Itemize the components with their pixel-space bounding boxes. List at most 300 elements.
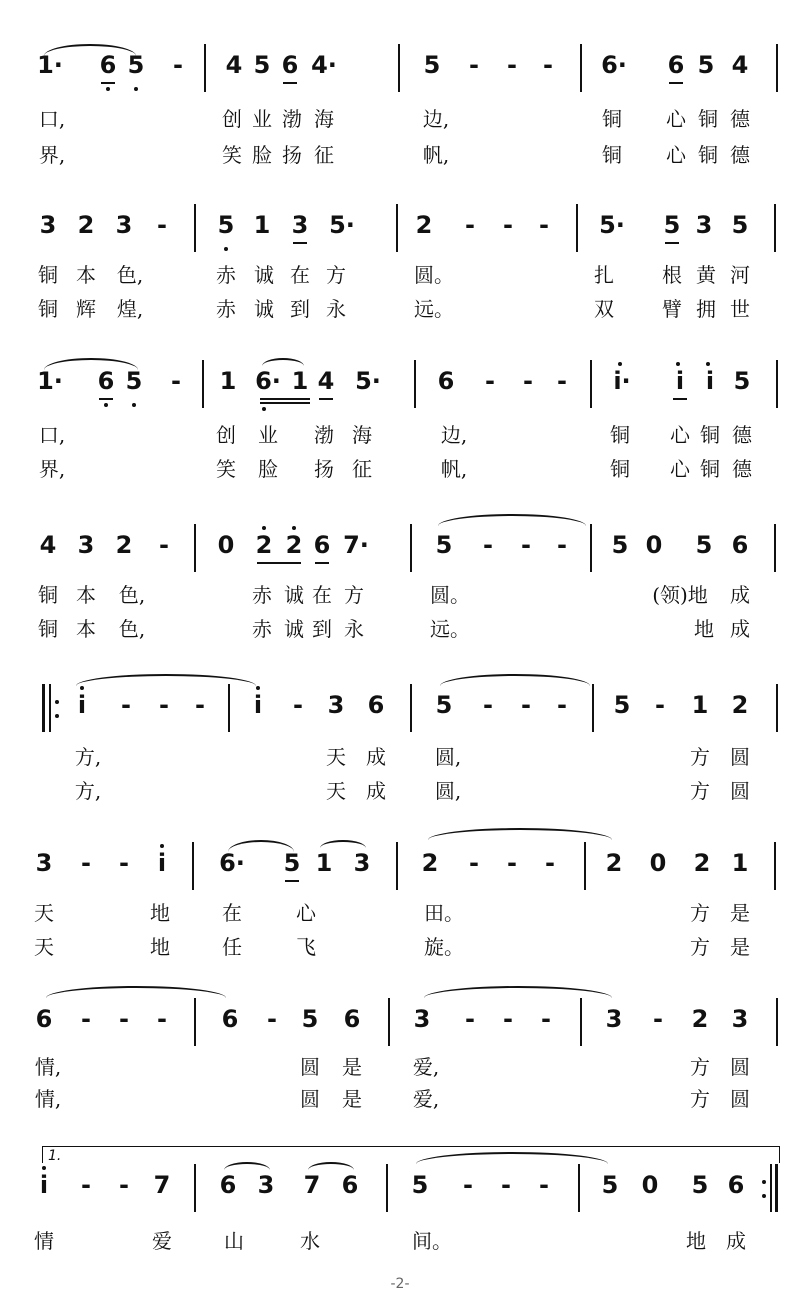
lyrics-verse-1 — [0, 582, 800, 612]
lyric: 方 — [690, 1087, 710, 1111]
note: - — [521, 531, 531, 559]
lyric: 圆 — [730, 1055, 750, 1079]
lyric: 远。 — [414, 297, 454, 321]
underline — [257, 562, 301, 564]
lyric: 圆。 — [430, 583, 470, 607]
notes-row — [0, 200, 800, 260]
slur — [76, 674, 256, 686]
lyric: 是 — [730, 901, 750, 925]
lyric: 情, — [34, 1087, 62, 1111]
lyric: 方 — [690, 1055, 710, 1079]
note: 6 — [281, 51, 299, 79]
note: - — [119, 849, 129, 877]
repeat-dot — [55, 714, 59, 718]
lyric: 成 — [366, 745, 386, 769]
underline — [669, 82, 683, 84]
lyrics-verse-1 — [0, 262, 800, 292]
note: 6 — [727, 1171, 745, 1199]
barline — [396, 204, 398, 252]
barline — [578, 1164, 580, 1212]
note: 5 — [253, 51, 271, 79]
lyric: 心 — [670, 423, 690, 447]
slur — [438, 514, 586, 526]
note: 5 — [411, 1171, 429, 1199]
lyric: 地 — [150, 901, 170, 925]
note: 7· — [343, 531, 369, 559]
note: - — [119, 1005, 129, 1033]
barline — [592, 684, 594, 732]
note: 6· — [255, 367, 281, 395]
lyrics-verse-2 — [0, 778, 800, 808]
notes-row — [0, 838, 800, 898]
note: i — [705, 367, 715, 395]
notes-row — [0, 40, 800, 100]
lyrics-verse-1 — [0, 1228, 800, 1258]
lyrics-verse-2 — [0, 142, 800, 172]
note: 3 — [695, 211, 713, 239]
note: - — [523, 367, 533, 395]
note: 2 — [255, 531, 273, 559]
lyric: 征 — [314, 143, 334, 167]
lyric: 帆, — [440, 457, 468, 481]
lyric: 煌, — [116, 297, 144, 321]
lyric: 方 — [326, 263, 346, 287]
lyric: 是 — [342, 1055, 362, 1079]
lyric: 铜 — [700, 457, 720, 481]
lyrics-verse-1 — [0, 744, 800, 774]
dot-above — [292, 526, 296, 530]
lyric: 扎 — [594, 263, 614, 287]
barline — [590, 360, 592, 408]
lyric: 圆, — [434, 779, 462, 803]
lyric: 海 — [314, 107, 334, 131]
lyric: 本 — [76, 263, 96, 287]
dot-below — [134, 87, 138, 91]
notes-row — [0, 680, 800, 740]
note: - — [503, 1005, 513, 1033]
note: 1 — [219, 367, 237, 395]
note: 2 — [285, 531, 303, 559]
lyrics-verse-2 — [0, 456, 800, 486]
lyric: 本 — [76, 617, 96, 641]
note: 5· — [355, 367, 381, 395]
note: 6 — [97, 367, 115, 395]
notes-row — [0, 994, 800, 1054]
lyric: 赤 — [252, 617, 272, 641]
repeat-start-barline — [42, 684, 45, 732]
dot-below — [262, 407, 266, 411]
slur — [44, 358, 138, 370]
note: - — [469, 849, 479, 877]
lyric: 心 — [296, 901, 316, 925]
note: 4 — [317, 367, 335, 395]
note: - — [557, 691, 567, 719]
note: 5· — [329, 211, 355, 239]
lyric: 德 — [732, 423, 752, 447]
notes-row — [0, 1160, 800, 1220]
lyric: 圆, — [434, 745, 462, 769]
note: 5 — [731, 211, 749, 239]
underline — [285, 880, 299, 882]
underline — [260, 398, 310, 400]
note: i — [77, 691, 87, 719]
lyric: 成 — [726, 1229, 746, 1253]
note: 6 — [667, 51, 685, 79]
note: i — [675, 367, 685, 395]
lyric: 帆, — [422, 143, 450, 167]
barline — [398, 44, 400, 92]
note: - — [465, 211, 475, 239]
lyric: 本 — [76, 583, 96, 607]
barline — [774, 524, 776, 572]
lyric: 方 — [344, 583, 364, 607]
note: 5 — [435, 531, 453, 559]
lyric: 铜 — [38, 297, 58, 321]
lyric: 成 — [366, 779, 386, 803]
lyric: 扬 — [314, 457, 334, 481]
lyric: 界, — [38, 143, 66, 167]
slur — [440, 674, 590, 686]
note: - — [557, 531, 567, 559]
lyric: 双 — [594, 297, 614, 321]
note: - — [507, 51, 517, 79]
lyric: 海 — [352, 423, 372, 447]
lyric: 方 — [690, 935, 710, 959]
lyric: 铜 — [610, 457, 630, 481]
note: i — [157, 849, 167, 877]
lyrics-verse-1 — [0, 422, 800, 452]
lyric: 铜 — [602, 107, 622, 131]
note: - — [119, 1171, 129, 1199]
lyric: 飞 — [296, 935, 316, 959]
note: 5· — [599, 211, 625, 239]
note: 2 — [415, 211, 433, 239]
lyric: 色, — [118, 583, 146, 607]
repeat-dot — [55, 700, 59, 704]
note: 3 — [39, 211, 57, 239]
note: 0 — [649, 849, 667, 877]
lyric: 渤 — [314, 423, 334, 447]
lyric: 辉 — [76, 297, 96, 321]
system-1 — [0, 40, 800, 190]
lyric: 情 — [34, 1229, 54, 1253]
barline — [194, 524, 196, 572]
lyric: 是 — [730, 935, 750, 959]
barline — [410, 524, 412, 572]
note: 6 — [35, 1005, 53, 1033]
lyric: 到 — [290, 297, 310, 321]
underline — [283, 82, 297, 84]
note: 3 — [605, 1005, 623, 1033]
dot-below — [106, 87, 110, 91]
system-4 — [0, 520, 800, 670]
note: 1 — [731, 849, 749, 877]
lyric: 圆 — [300, 1055, 320, 1079]
lyric: 根 — [662, 263, 682, 287]
dot-above — [42, 1166, 46, 1170]
note: 5 — [125, 367, 143, 395]
lyric: 铜 — [602, 143, 622, 167]
lyric: 任 — [222, 935, 242, 959]
lyrics-verse-1 — [0, 106, 800, 136]
barline — [204, 44, 206, 92]
lyrics-verse-1 — [0, 1054, 800, 1084]
lyric: 间。 — [412, 1229, 452, 1253]
lyric: 德 — [730, 107, 750, 131]
note: 5 — [301, 1005, 319, 1033]
dot-above — [262, 526, 266, 530]
lyric: 圆 — [300, 1087, 320, 1111]
lyric: 德 — [730, 143, 750, 167]
note: - — [469, 51, 479, 79]
note: 5 — [601, 1171, 619, 1199]
lyric: 到 — [312, 617, 332, 641]
note: - — [483, 691, 493, 719]
note: - — [171, 367, 181, 395]
note: 5 — [217, 211, 235, 239]
lyric: 心 — [666, 107, 686, 131]
lyric: 诚 — [254, 263, 274, 287]
note: 2 — [421, 849, 439, 877]
lyric: 方, — [74, 745, 102, 769]
note: 2 — [731, 691, 749, 719]
lyric: 圆 — [730, 779, 750, 803]
lyric: 创 — [222, 107, 242, 131]
note: - — [159, 691, 169, 719]
barline — [576, 204, 578, 252]
note: - — [545, 849, 555, 877]
repeat-end-barline — [775, 1164, 778, 1212]
dot-below — [224, 247, 228, 251]
note: 3 — [353, 849, 371, 877]
lyric: 在 — [290, 263, 310, 287]
lyric: 爱, — [412, 1087, 440, 1111]
note: - — [653, 1005, 663, 1033]
note: 5 — [695, 531, 713, 559]
lyric: 诚 — [284, 617, 304, 641]
note: 6 — [313, 531, 331, 559]
barline — [202, 360, 204, 408]
lyric: 边, — [440, 423, 468, 447]
lyric: 铜 — [700, 423, 720, 447]
lyric: 永 — [344, 617, 364, 641]
system-2 — [0, 200, 800, 350]
barline — [580, 44, 582, 92]
note: 4 — [39, 531, 57, 559]
note: - — [541, 1005, 551, 1033]
note: 3 — [115, 211, 133, 239]
dot-above — [256, 686, 260, 690]
lyric: 口, — [38, 423, 66, 447]
note: 0 — [645, 531, 663, 559]
lyric: 田。 — [424, 901, 464, 925]
tie — [262, 358, 304, 374]
lyric: 河 — [730, 263, 750, 287]
note: 4 — [731, 51, 749, 79]
note: 2 — [693, 849, 711, 877]
lyric: 方, — [74, 779, 102, 803]
lyrics-verse-2 — [0, 1086, 800, 1116]
note: - — [503, 211, 513, 239]
note: 7 — [303, 1171, 321, 1199]
lyric: 铜 — [610, 423, 630, 447]
lyric: 业 — [258, 423, 278, 447]
note: i — [39, 1171, 49, 1199]
lyrics-verse-2 — [0, 296, 800, 326]
lyric: 天 — [34, 901, 54, 925]
note: - — [121, 691, 131, 719]
tie — [320, 840, 366, 856]
note: 6 — [437, 367, 455, 395]
note: 2 — [691, 1005, 709, 1033]
dot-above — [618, 362, 622, 366]
barline — [776, 360, 778, 408]
lyric: 征 — [352, 457, 372, 481]
note: 5 — [611, 531, 629, 559]
dot-above — [160, 844, 164, 848]
note: - — [539, 211, 549, 239]
lyric: 铜 — [38, 617, 58, 641]
barline — [410, 684, 412, 732]
lyric: 边, — [422, 107, 450, 131]
lyric: (领)地 — [652, 583, 708, 607]
barline — [388, 998, 390, 1046]
barline — [776, 998, 778, 1046]
lyric: 业 — [252, 107, 272, 131]
note: - — [465, 1005, 475, 1033]
note: 6 — [221, 1005, 239, 1033]
note: 1 — [291, 367, 309, 395]
note: 3 — [291, 211, 309, 239]
note: 6 — [99, 51, 117, 79]
underline — [101, 82, 115, 84]
note: 0 — [217, 531, 235, 559]
lyric: 是 — [342, 1087, 362, 1111]
lyric: 地 — [686, 1229, 706, 1253]
underline — [260, 402, 310, 404]
note: 5 — [697, 51, 715, 79]
lyric: 脸 — [252, 143, 272, 167]
lyric: 情, — [34, 1055, 62, 1079]
lyric: 拥 — [696, 297, 716, 321]
repeat-dot — [762, 1180, 766, 1184]
slur — [44, 44, 136, 56]
dot-below — [104, 403, 108, 407]
system-3 — [0, 356, 800, 506]
lyric: 创 — [216, 423, 236, 447]
barline — [386, 1164, 388, 1212]
lyric: 铜 — [698, 143, 718, 167]
lyrics-verse-1 — [0, 900, 800, 930]
lyric: 地 — [150, 935, 170, 959]
note: - — [521, 691, 531, 719]
barline — [414, 360, 416, 408]
underline — [293, 242, 307, 244]
barline — [194, 204, 196, 252]
note: - — [173, 51, 183, 79]
system-8 — [0, 1144, 800, 1294]
note: 2 — [77, 211, 95, 239]
lyric: 色, — [118, 617, 146, 641]
note: - — [81, 1171, 91, 1199]
notes-row — [0, 520, 800, 580]
lyric: 远。 — [430, 617, 470, 641]
lyric: 天 — [326, 745, 346, 769]
lyric: 臂 — [662, 297, 682, 321]
lyric: 黄 — [696, 263, 716, 287]
lyric: 在 — [312, 583, 332, 607]
note: 6· — [601, 51, 627, 79]
lyric: 水 — [300, 1229, 320, 1253]
system-7 — [0, 994, 800, 1144]
note: 3 — [35, 849, 53, 877]
note: 2 — [115, 531, 133, 559]
dot-above — [706, 362, 710, 366]
note: i — [253, 691, 263, 719]
note: 3 — [257, 1171, 275, 1199]
lyric: 方 — [690, 779, 710, 803]
note: 3 — [327, 691, 345, 719]
repeat-start-thin — [49, 684, 51, 732]
note: 3 — [731, 1005, 749, 1033]
system-5 — [0, 680, 800, 830]
lyric: 德 — [732, 457, 752, 481]
note: - — [159, 531, 169, 559]
lyric: 界, — [38, 457, 66, 481]
tie — [224, 1162, 270, 1178]
note: 6 — [341, 1171, 359, 1199]
note: 4 — [225, 51, 243, 79]
note: 1 — [253, 211, 271, 239]
barline — [776, 44, 778, 92]
note: 3 — [413, 1005, 431, 1033]
lyrics-verse-2 — [0, 934, 800, 964]
lyric: 爱 — [152, 1229, 172, 1253]
note: - — [485, 367, 495, 395]
lyric: 脸 — [258, 457, 278, 481]
lyric: 赤 — [216, 297, 236, 321]
lyric: 铜 — [38, 263, 58, 287]
barline — [194, 1164, 196, 1212]
lyric: 圆。 — [414, 263, 454, 287]
barline — [774, 204, 776, 252]
barline — [580, 998, 582, 1046]
page-number: -2- — [390, 1276, 410, 1292]
note: 5 — [283, 849, 301, 877]
lyric: 成 — [730, 617, 750, 641]
lyric: 笑 — [222, 143, 242, 167]
note: - — [463, 1171, 473, 1199]
note: 1· — [37, 51, 63, 79]
repeat-dot — [762, 1194, 766, 1198]
lyric: 赤 — [252, 583, 272, 607]
underline — [315, 562, 329, 564]
barline — [192, 842, 194, 890]
lyric: 爱, — [412, 1055, 440, 1079]
note: - — [557, 367, 567, 395]
note: 5 — [733, 367, 751, 395]
barline — [396, 842, 398, 890]
lyric: 心 — [670, 457, 690, 481]
lyric: 圆 — [730, 745, 750, 769]
lyric: 方 — [690, 901, 710, 925]
lyric: 口, — [38, 107, 66, 131]
note: 1 — [691, 691, 709, 719]
note: 5 — [663, 211, 681, 239]
lyric: 色, — [116, 263, 144, 287]
note: - — [157, 1005, 167, 1033]
note: - — [507, 849, 517, 877]
